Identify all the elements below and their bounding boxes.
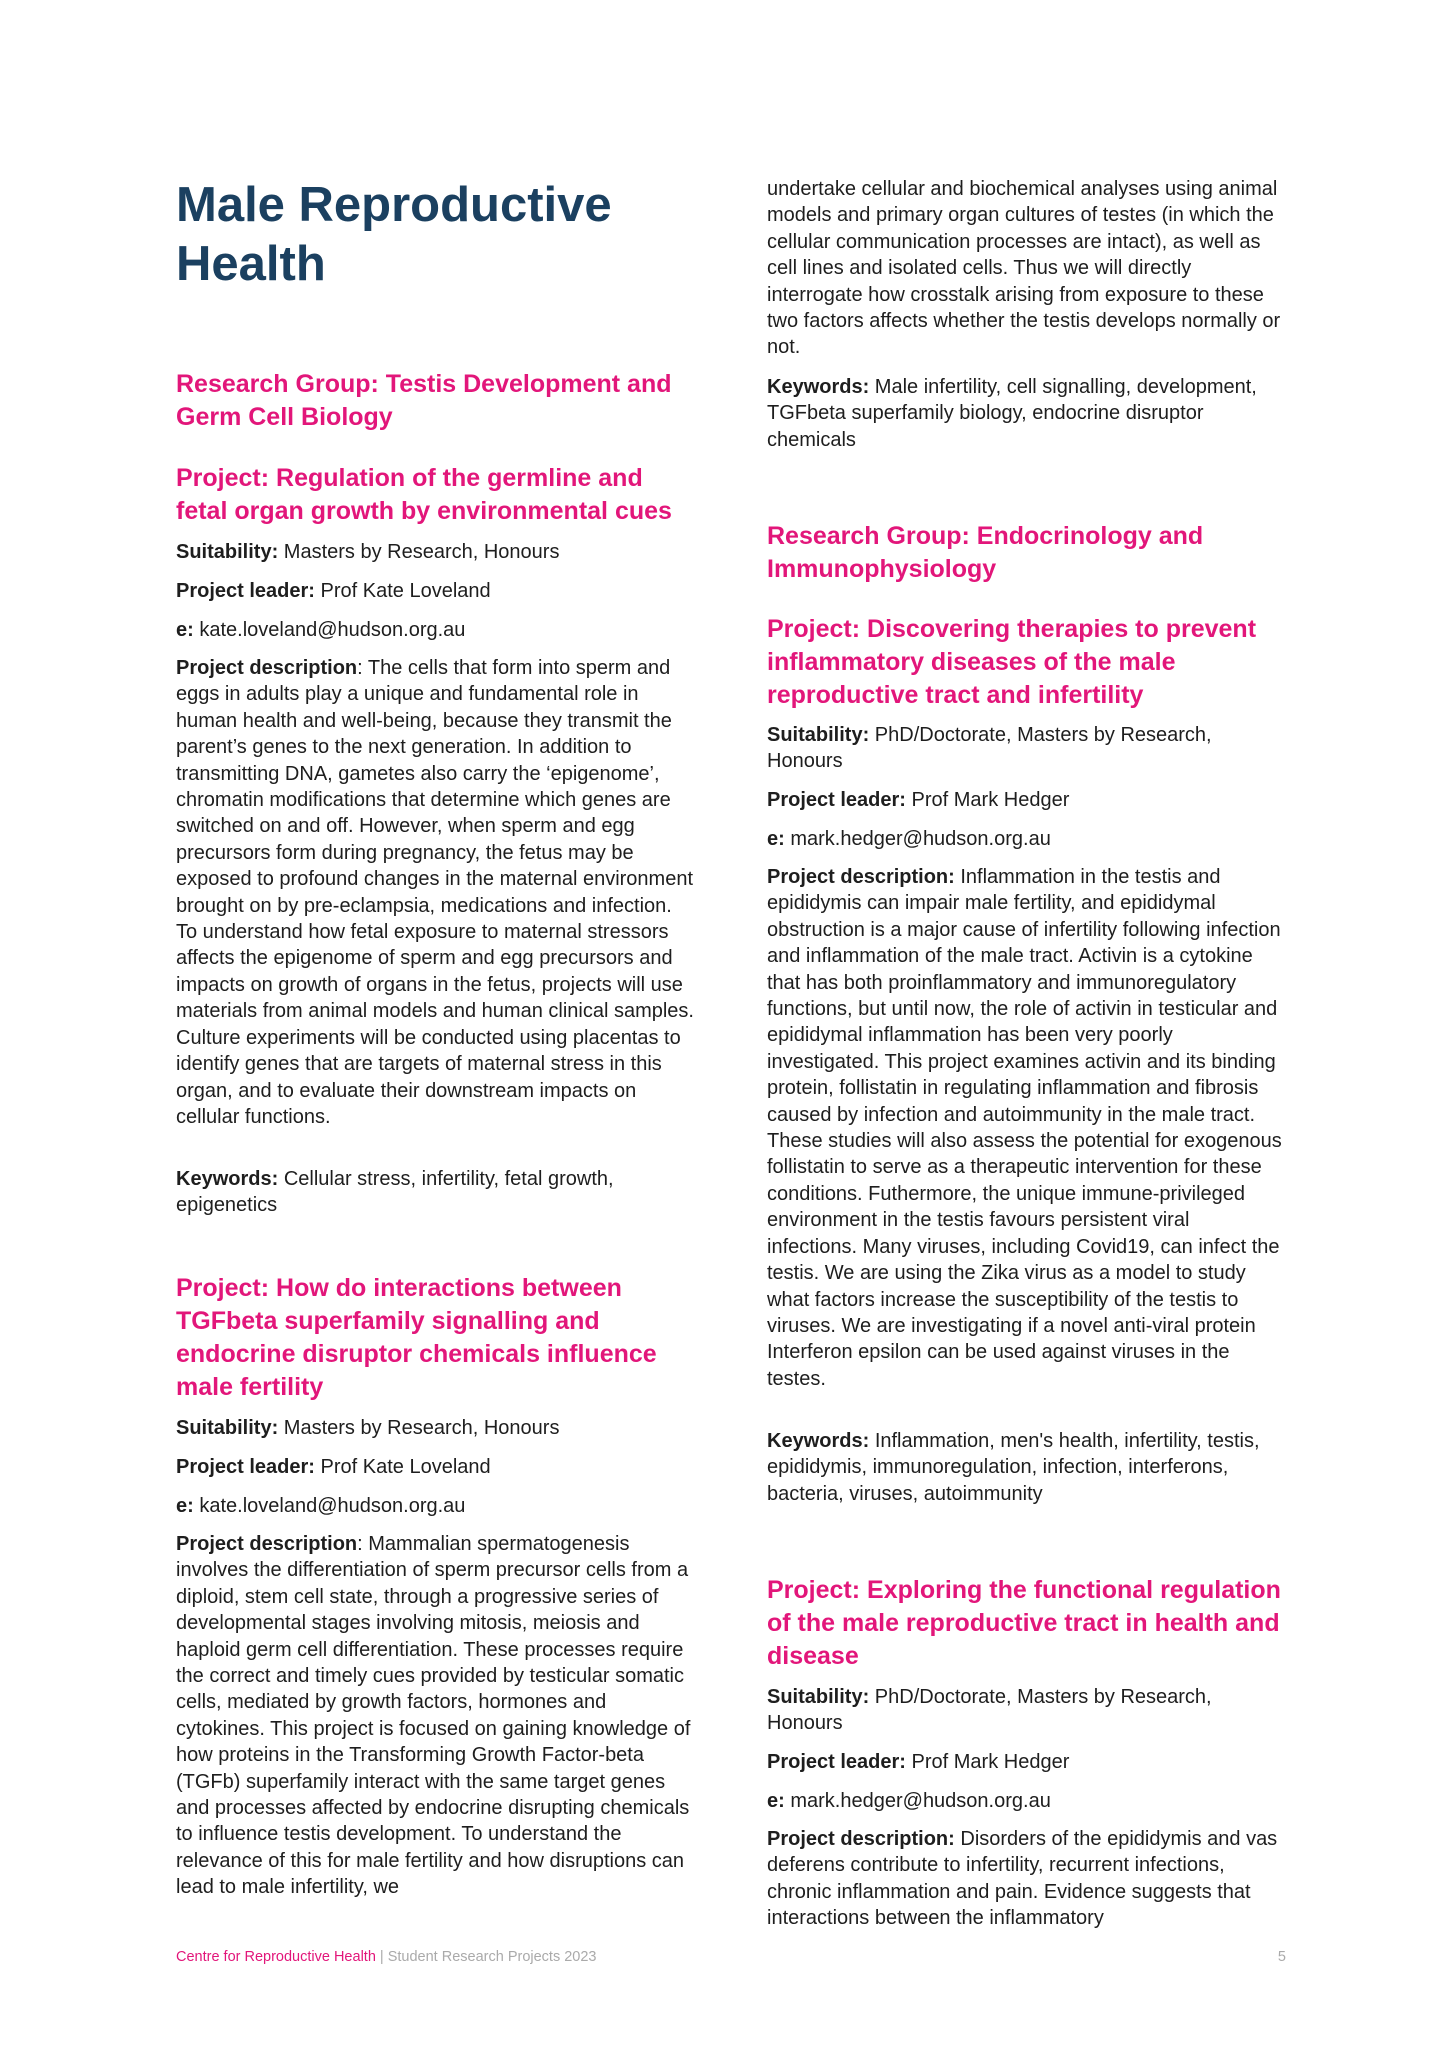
email-label: e: bbox=[176, 1495, 194, 1517]
description-text: Inflammation in the testis and epididymis can impair male fertility, and epididymal obstruction is a major cause of infertility following infection and inflammation of the male tract. Activin is a cytokine that has both proinflammatory and immunoregulatory functions, but until now, the role of activin in testicular and epididymal inflammation has been very poorly investigated. This project examines activin and its binding protein, follistatin in regulating inflammation and fibrosis caused by infection and autoimmunity in the male tract. These studies will also assess the potential for exogenous follistatin to serve as a therapeutic intervention for these conditions. Futhermore, the unique immune-privileged environment in the testis favours persistent viral infections. Many viruses, including Covid19, can infect the testis. We are using the Zika virus as a model to study what factors increase the susceptibility of the testis to viruses. We are investigating if a novel anti-viral protein Interferon epsilon can be used against viruses in the testes. bbox=[767, 866, 1282, 1390]
email-label: e: bbox=[767, 828, 785, 850]
suitability-label: Suitability: bbox=[767, 1686, 870, 1708]
suitability-value: PhD/Doctorate, Masters by Research, Honours bbox=[767, 1686, 1212, 1734]
leader-label: Project leader: bbox=[176, 1456, 315, 1478]
project-description-tgfbeta-continued: undertake cellular and biochemical analyses using animal models and primary organ cultures of testes (in which the cellular communication processes are intact), as well as cell lines and isolated cells. Thus we will directly interrogate how crosstalk arising from exposure to these two factors affects whether the testis develops normally or not. bbox=[767, 178, 1281, 359]
email-link[interactable]: kate.loveland@hudson.org.au bbox=[199, 1495, 466, 1517]
email-link[interactable]: kate.loveland@hudson.org.au bbox=[199, 619, 466, 641]
description-label: Project description: bbox=[767, 866, 955, 888]
leader-value: Prof Mark Hedger bbox=[911, 1751, 1070, 1773]
project-title-germline: Project: Regulation of the germline and fetal organ growth by environmental cues bbox=[176, 464, 672, 525]
keywords-germline bbox=[176, 1166, 694, 1219]
suitability-value: Masters by Research, Honours bbox=[283, 1417, 560, 1439]
footer-org-name: Centre for Reproductive Health bbox=[176, 1949, 376, 1965]
description-label: Project description bbox=[176, 1533, 358, 1555]
page-title: Male Reproductive Health bbox=[176, 178, 612, 291]
project-title-tgfbeta: Project: How do interactions between TGFbeta superfamily signalling and endocrine disruptor chemicals influence male fertility bbox=[176, 1274, 657, 1401]
page-footer bbox=[176, 1947, 1286, 1967]
project-description-tgfbeta bbox=[176, 1531, 694, 1901]
description-label: Project description bbox=[176, 657, 358, 679]
project-leader-germline bbox=[176, 578, 694, 604]
leader-label: Project leader: bbox=[176, 580, 315, 602]
suitability-label: Suitability: bbox=[767, 724, 870, 746]
email-label: e: bbox=[176, 619, 194, 641]
project-leader-functional-regulation bbox=[767, 1749, 1285, 1775]
description-text: Disorders of the epididymis and vas deferens contribute to infertility, recurrent infections, chronic inflammation and pain. Evidence suggests that interactions between the inflammatory bbox=[767, 1828, 1278, 1930]
project-description-germline bbox=[176, 655, 694, 1130]
project-title-functional-regulation: Project: Exploring the functional regulation of the male reproductive tract in health and disease bbox=[767, 1576, 1281, 1670]
project-description-inflammatory bbox=[767, 864, 1285, 1392]
keywords-text: Male infertility, cell signalling, development, TGFbeta superfamily biology, endocrine disruptor chemicals bbox=[767, 376, 1257, 451]
email-functional-regulation bbox=[767, 1788, 1285, 1814]
suitability-tgfbeta bbox=[176, 1415, 694, 1441]
research-group-heading-testis: Research Group: Testis Development and Germ Cell Biology bbox=[176, 370, 672, 431]
description-text: : Mammalian spermatogenesis involves the differentiation of sperm precursor cells from a diploid, stem cell state, through a progressive series of developmental stages involving mitosis, meiosis and haploid germ cell differentiation. These processes require the correct and timely cues provided by testicular somatic cells, mediated by growth factors, hormones and cytokines. This project is focused on gaining knowledge of how proteins in the Transforming Growth Factor-beta (TGFb) superfamily interact with the same target genes and processes affected by endocrine disrupting chemicals to influence testis development. To understand the relevance of this for male fertility and how disruptions can lead to male infertility, we bbox=[176, 1533, 691, 1899]
page-number: 5 bbox=[1277, 1949, 1286, 1965]
suitability-inflammatory bbox=[767, 722, 1285, 774]
keywords-text: Inflammation, men's health, infertility, testis, epididymis, immunoregulation, infection, interferons, bacteria, viruses, autoimmunity bbox=[767, 1430, 1260, 1505]
suitability-value: PhD/Doctorate, Masters by Research, Honours bbox=[767, 724, 1212, 772]
email-link[interactable]: mark.hedger@hudson.org.au bbox=[790, 1790, 1051, 1812]
keywords-label: Keywords: bbox=[767, 1430, 870, 1452]
description-label: Project description: bbox=[767, 1828, 955, 1850]
project-leader-tgfbeta bbox=[176, 1454, 694, 1480]
footer-document-title: Student Research Projects 2023 bbox=[387, 1949, 597, 1965]
leader-value: Prof Kate Loveland bbox=[320, 1456, 491, 1478]
leader-value: Prof Kate Loveland bbox=[320, 580, 491, 602]
keywords-label: Keywords: bbox=[767, 376, 870, 398]
email-tgfbeta bbox=[176, 1493, 694, 1519]
leader-label: Project leader: bbox=[767, 1751, 906, 1773]
research-group-heading-endocrinology: Research Group: Endocrinology and Immunophysiology bbox=[767, 522, 1204, 583]
leader-label: Project leader: bbox=[767, 789, 906, 811]
suitability-label: Suitability: bbox=[176, 541, 279, 563]
leader-value: Prof Mark Hedger bbox=[911, 789, 1070, 811]
keywords-tgfbeta bbox=[767, 374, 1285, 453]
description-text: : The cells that form into sperm and eggs in adults play a unique and fundamental role in human health and well-being, because they transmit the parent’s genes to the next generation. In addition to transmitting DNA, gametes also carry the ‘epigenome’, chromatin modifications that determine which genes are switched on and off. However, when sperm and egg precursors form during pregnancy, the fetus may be exposed to profound changes in the maternal environment brought on by pre-eclampsia, medications and infection. To understand how fetal exposure to maternal stressors affects the epigenome of sperm and egg precursors and impacts on growth of organs in the fetus, projects will use materials from animal models and human clinical samples. Culture experiments will be conducted using placentas to identify genes that are targets of maternal stress in this organ, and to evaluate their downstream impacts on cellular functions. bbox=[176, 657, 694, 1128]
keywords-label: Keywords: bbox=[176, 1168, 279, 1190]
suitability-label: Suitability: bbox=[176, 1417, 279, 1439]
keywords-text: Cellular stress, infertility, fetal growth, epigenetics bbox=[176, 1168, 614, 1217]
email-link[interactable]: mark.hedger@hudson.org.au bbox=[790, 828, 1051, 850]
keywords-inflammatory bbox=[767, 1428, 1285, 1507]
suitability-germline bbox=[176, 539, 694, 565]
footer-separator: | bbox=[375, 1949, 388, 1965]
project-leader-inflammatory bbox=[767, 787, 1285, 813]
email-germline bbox=[176, 617, 694, 643]
project-title-inflammatory: Project: Discovering therapies to prevent inflammatory diseases of the male reproductive tract and infertility bbox=[767, 615, 1257, 709]
project-description-functional-regulation bbox=[767, 1826, 1285, 1932]
suitability-functional-regulation bbox=[767, 1684, 1285, 1736]
email-label: e: bbox=[767, 1790, 785, 1812]
email-inflammatory bbox=[767, 826, 1285, 852]
suitability-value: Masters by Research, Honours bbox=[283, 541, 560, 563]
